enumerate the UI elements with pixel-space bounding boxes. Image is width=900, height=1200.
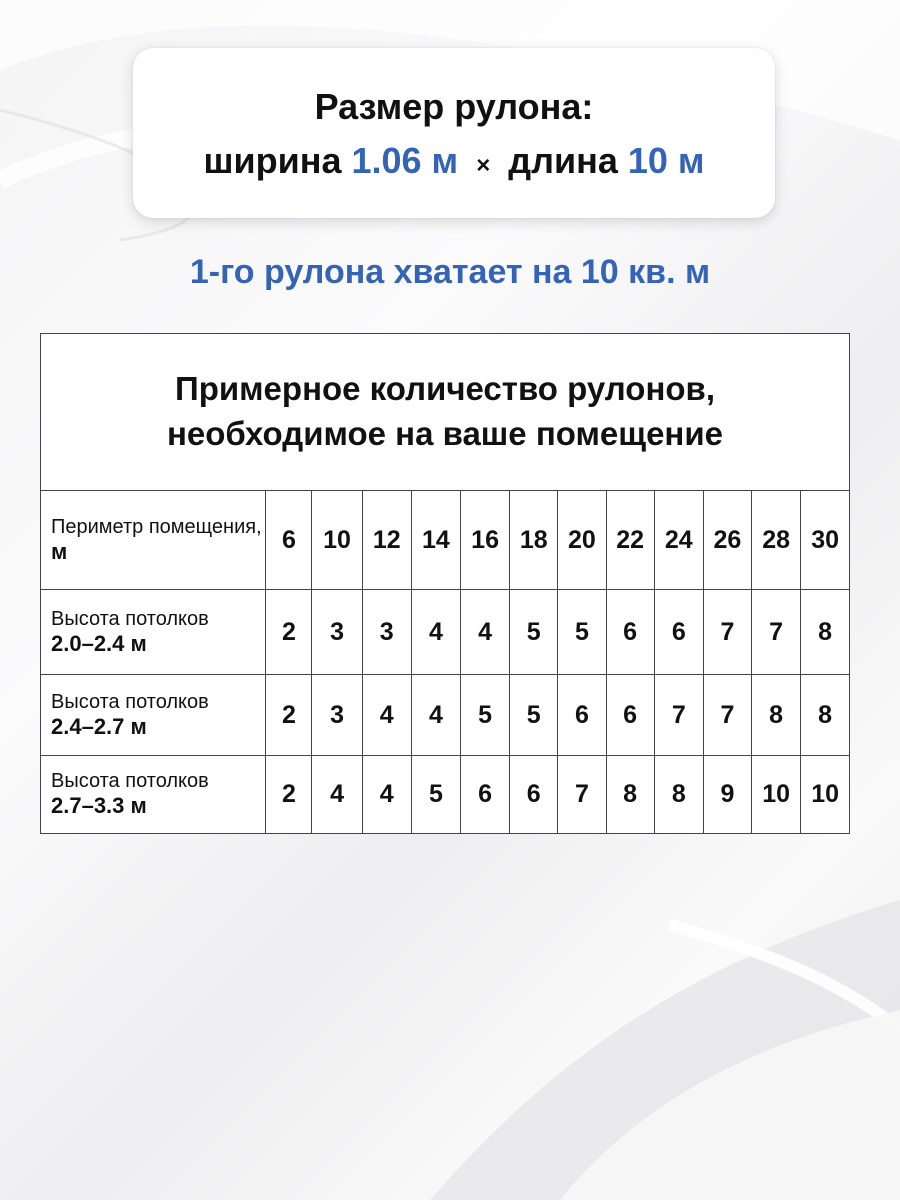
rolls-count-cell: 4 bbox=[411, 675, 460, 756]
ceiling-height-label bbox=[41, 756, 266, 834]
rolls-count-cell: 7 bbox=[558, 756, 606, 834]
perimeter-cell: 22 bbox=[606, 491, 654, 590]
rolls-count-cell: 4 bbox=[362, 675, 411, 756]
ceiling-height-label-text: Высота потолков bbox=[51, 607, 209, 630]
rolls-count-cell: 3 bbox=[312, 590, 362, 675]
rolls-count-cell: 7 bbox=[703, 590, 751, 675]
perimeter-cell: 16 bbox=[461, 491, 510, 590]
rolls-count-cell: 2 bbox=[266, 590, 312, 675]
ceiling-height-label-text: Высота потолков bbox=[51, 770, 209, 793]
rolls-count-cell: 3 bbox=[312, 675, 362, 756]
rolls-count-cell: 2 bbox=[266, 675, 312, 756]
rolls-count-cell: 5 bbox=[558, 590, 606, 675]
rolls-count-cell: 7 bbox=[752, 590, 801, 675]
rolls-count-cell: 8 bbox=[801, 675, 849, 756]
perimeter-cell: 12 bbox=[362, 491, 411, 590]
table-title bbox=[41, 334, 849, 491]
table-title-line-2: необходимое на ваше помещение bbox=[166, 415, 724, 452]
rolls-count-cell: 10 bbox=[811, 780, 839, 808]
rolls-grid bbox=[41, 491, 849, 833]
length-value: 10 м bbox=[627, 140, 705, 181]
ceiling-height-row bbox=[41, 675, 849, 756]
rolls-table bbox=[40, 333, 850, 834]
rolls-count-cell: 6 bbox=[606, 675, 654, 756]
perimeter-row bbox=[41, 491, 849, 590]
rolls-count-cell: 6 bbox=[558, 675, 606, 756]
perimeter-cell: 14 bbox=[411, 491, 460, 590]
perimeter-label bbox=[41, 491, 266, 590]
times-sign: × bbox=[476, 152, 491, 179]
perimeter-cell: 30 bbox=[801, 491, 849, 590]
rolls-count-cell: 4 bbox=[362, 756, 411, 834]
width-label: ширина bbox=[203, 140, 342, 181]
perimeter-unit: м bbox=[51, 538, 68, 564]
rolls-count-cell: 4 bbox=[312, 756, 362, 834]
ceiling-height-label-text: Высота потолков bbox=[51, 690, 209, 713]
roll-size-heading: Размер рулона: bbox=[314, 86, 594, 127]
perimeter-cell: 6 bbox=[266, 491, 312, 590]
rolls-count-cell: 8 bbox=[801, 590, 849, 675]
rolls-count-cell: 2 bbox=[266, 756, 312, 834]
ceiling-height-label bbox=[41, 590, 266, 675]
ceiling-height-label bbox=[41, 675, 266, 756]
rolls-count-cell: 8 bbox=[654, 756, 703, 834]
width-value: 1.06 м bbox=[351, 140, 459, 181]
ceiling-height-row bbox=[41, 590, 849, 675]
rolls-count-cell: 3 bbox=[362, 590, 411, 675]
perimeter-cell: 10 bbox=[312, 491, 362, 590]
roll-size-card bbox=[133, 48, 775, 218]
perimeter-cell: 18 bbox=[510, 491, 558, 590]
perimeter-cell: 28 bbox=[752, 491, 801, 590]
rolls-count-cell: 9 bbox=[703, 756, 751, 834]
rolls-count-cell: 8 bbox=[606, 756, 654, 834]
ceiling-height-range: 2.0–2.4 м bbox=[51, 630, 147, 656]
coverage-note: 1-го рулона хватает на 10 кв. м bbox=[189, 253, 711, 291]
rolls-count-cell: 6 bbox=[606, 590, 654, 675]
ceiling-height-range: 2.4–2.7 м bbox=[51, 713, 147, 739]
rolls-count-cell: 4 bbox=[411, 590, 460, 675]
rolls-count-cell: 6 bbox=[654, 590, 703, 675]
ceiling-height-range: 2.7–3.3 м bbox=[51, 793, 147, 819]
perimeter-cell: 26 bbox=[703, 491, 751, 590]
rolls-count-cell: 5 bbox=[510, 590, 558, 675]
rolls-count-cell: 4 bbox=[461, 590, 510, 675]
rolls-count-cell: 5 bbox=[411, 756, 460, 834]
rolls-count-cell: 7 bbox=[654, 675, 703, 756]
rolls-count-cell: 5 bbox=[461, 675, 510, 756]
length-label: длина bbox=[508, 140, 618, 181]
table-title-line-1: Примерное количество рулонов, bbox=[174, 370, 715, 408]
rolls-count-cell: 7 bbox=[703, 675, 751, 756]
rolls-count-cell: 10 bbox=[752, 756, 801, 834]
rolls-count-cell: 6 bbox=[461, 756, 510, 834]
perimeter-cell: 20 bbox=[558, 491, 606, 590]
perimeter-cell: 24 bbox=[654, 491, 703, 590]
perimeter-label-text: Периметр помещения, bbox=[51, 515, 262, 538]
rolls-count-cell: 6 bbox=[510, 756, 558, 834]
ceiling-height-row bbox=[41, 756, 849, 834]
rolls-count-cell: 8 bbox=[752, 675, 801, 756]
rolls-count-cell: 5 bbox=[510, 675, 558, 756]
roll-size-dimensions bbox=[133, 140, 775, 182]
